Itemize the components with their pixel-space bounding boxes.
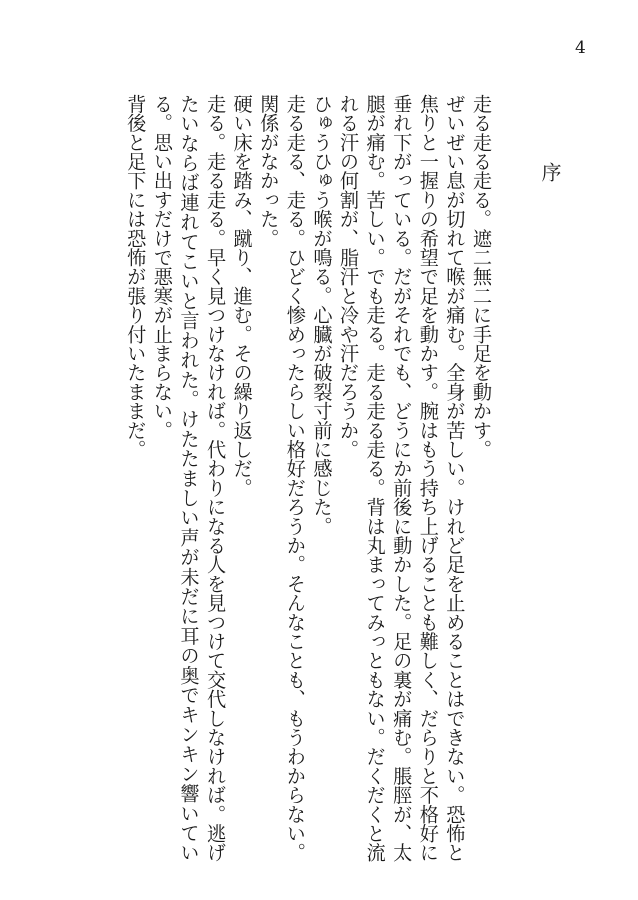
paragraph-2: ぜいぜい息が切れて喉が痛む。全身が苦しい。けれど足を止めることはできない。恐怖と焦りと一握りの希望で足を動かす。腕はもう持ち上げることも難しく、だらりと不格好に垂れ下がっている。だがそれでも、どうにか前後に動かした。足の裏が痛む。脹脛が、太腿が痛む。苦しい。でも走る。走る走る走る。背は丸まってみっともない。だくだくと流れる汗の何割が、脂汗と冷や汗だろうか。 <box>337 94 467 863</box>
paragraph-1: 走る走る走る。遮二無二に手足を動かす。 <box>470 94 493 459</box>
paragraph-3: ひゅうひゅう喉が鳴る。心臓が破裂寸前に感じた。 <box>310 94 334 536</box>
paragraph-5: 硬い床を踏み、蹴り、進む。その繰り返しだ。 <box>230 94 254 498</box>
paragraph-6: 走る。走る走る。早く見つけなければ。代わりになる人を見つけて交代しなければ。逃げたいならば連れてこいと言われた。けたたましい声が未だに耳の奥でキンキン響いている。思い出すだけで悪寒が止まらない。 <box>150 94 228 862</box>
paragraph-7: 背後と足下には恐怖が張り付いたままだ。 <box>124 94 148 459</box>
page-number: 4 <box>575 38 586 58</box>
body-text <box>122 94 494 862</box>
chapter-title: 序 <box>538 162 562 182</box>
paragraph-4: 走る走る、走る。ひどく惨めったらしい格好だろうか。そんなことも、もうわからない。関係がなかった。 <box>257 94 307 862</box>
